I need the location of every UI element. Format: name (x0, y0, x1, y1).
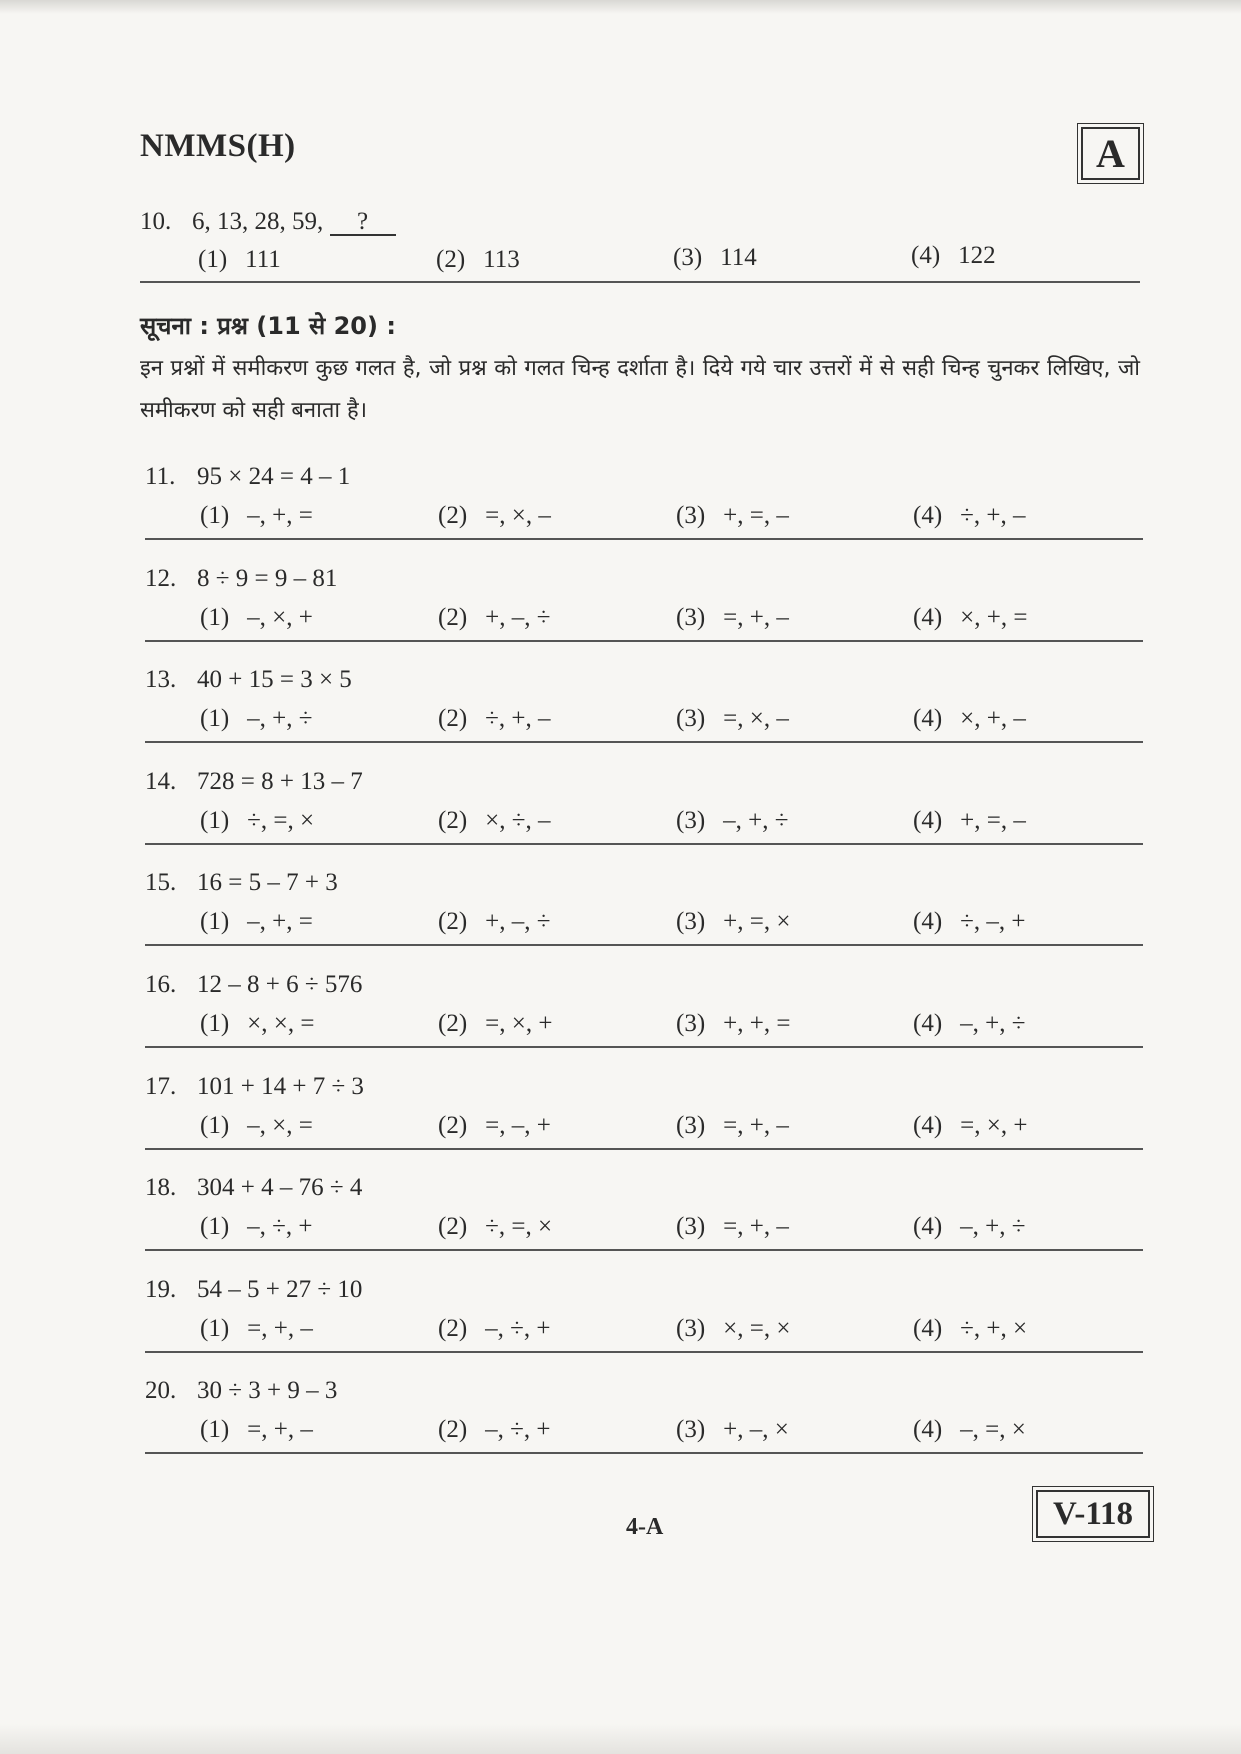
option-3[interactable]: (3) +, –, × (676, 1416, 789, 1443)
sequence-text: 6, 13, 28, 59, (192, 208, 324, 235)
option-1[interactable]: (1) ×, ×, = (200, 1010, 315, 1037)
option-1[interactable]: (1) –, ×, + (200, 604, 313, 631)
divider (145, 538, 1143, 540)
scan-edge-bottom (0, 1724, 1241, 1754)
divider (145, 843, 1143, 845)
option-4[interactable]: (4) –, +, ÷ (913, 1213, 1026, 1240)
question-number: 14. (145, 768, 177, 795)
divider (145, 1351, 1143, 1353)
divider (145, 1148, 1143, 1150)
option-2[interactable]: (2) +, –, ÷ (438, 908, 551, 935)
option-1[interactable]: (1) –, ÷, + (200, 1213, 313, 1240)
option-4[interactable]: (4) –, =, × (913, 1416, 1026, 1443)
option-3[interactable]: (3) +, +, = (676, 1010, 791, 1037)
option-3[interactable]: (3) ×, =, × (676, 1315, 791, 1342)
question-number: 11. (145, 463, 176, 490)
option-2[interactable]: (2) ÷, =, × (438, 1213, 553, 1240)
divider (145, 741, 1143, 743)
equation-text: 30 ÷ 3 + 9 – 3 (197, 1377, 338, 1404)
option-4[interactable]: (4) +, =, – (913, 807, 1026, 834)
option-2[interactable]: (2) =, ×, + (438, 1010, 553, 1037)
question-stem (145, 1276, 362, 1304)
option-3[interactable]: (3) +, =, × (676, 908, 791, 935)
question-stem (145, 463, 350, 491)
question-number: 12. (145, 565, 177, 592)
question-stem (145, 1073, 364, 1101)
question-number: 17. (145, 1073, 177, 1100)
option-4[interactable]: (4) ÷, –, + (913, 908, 1026, 935)
divider (145, 1249, 1143, 1251)
scan-edge-top (0, 0, 1241, 14)
option-1[interactable]: (1) –, +, ÷ (200, 705, 313, 732)
option-2[interactable]: (2) ÷, +, – (438, 705, 551, 732)
divider (145, 1452, 1143, 1454)
option-4[interactable]: (4) –, +, ÷ (913, 1010, 1026, 1037)
option-3[interactable]: (3) =, +, – (676, 604, 789, 631)
option-1[interactable]: (1) ÷, =, × (200, 807, 315, 834)
question-stem (145, 869, 338, 897)
question-stem (140, 208, 396, 236)
option-4[interactable]: (4) ×, +, = (913, 604, 1028, 631)
option-2[interactable]: (2) –, ÷, + (438, 1416, 551, 1443)
equation-text: 8 ÷ 9 = 9 – 81 (197, 565, 338, 592)
paper-code-box: V-118 (1036, 1490, 1150, 1538)
option-3[interactable]: (3) =, +, – (676, 1213, 789, 1240)
equation-text: 304 + 4 – 76 ÷ 4 (197, 1174, 363, 1201)
equation-text: 16 = 5 – 7 + 3 (197, 869, 338, 896)
question-stem (145, 1174, 362, 1202)
question-stem (145, 768, 363, 796)
equation-text: 12 – 8 + 6 ÷ 576 (197, 971, 363, 998)
question-stem (145, 565, 337, 593)
question-stem (145, 1377, 337, 1405)
set-label-box: A (1081, 127, 1140, 180)
option-1[interactable]: (1) –, +, = (200, 908, 313, 935)
equation-text: 40 + 15 = 3 × 5 (197, 666, 352, 693)
question-number: 10. (140, 208, 172, 235)
notice-title: सूचना : प्रश्न (11 से 20) : (140, 312, 396, 340)
option-2[interactable]: (2) =, ×, – (438, 502, 551, 529)
page-number: 4-A (626, 1514, 664, 1540)
option-2[interactable]: (2) =, –, + (438, 1112, 551, 1139)
option-1[interactable]: (1) –, +, = (200, 502, 313, 529)
question-stem (145, 971, 362, 999)
answer-blank: ? (330, 210, 396, 236)
option-4[interactable]: (4) =, ×, + (913, 1112, 1028, 1139)
option-3[interactable]: (3) =, ×, – (676, 705, 789, 732)
option-1[interactable]: (1) 111 (198, 246, 281, 273)
equation-text: 54 – 5 + 27 ÷ 10 (197, 1276, 363, 1303)
question-number: 15. (145, 869, 177, 896)
divider (140, 281, 1140, 283)
option-3[interactable]: (3) –, +, ÷ (676, 807, 789, 834)
exam-code: NMMS(H) (140, 128, 296, 164)
divider (145, 640, 1143, 642)
option-1[interactable]: (1) –, ×, = (200, 1112, 313, 1139)
option-1[interactable]: (1) =, +, – (200, 1315, 313, 1342)
equation-text: 101 + 14 + 7 ÷ 3 (197, 1073, 364, 1100)
option-4[interactable]: (4) ×, +, – (913, 705, 1026, 732)
question-number: 18. (145, 1174, 177, 1201)
option-4[interactable]: (4) ÷, +, × (913, 1315, 1028, 1342)
option-1[interactable]: (1) =, +, – (200, 1416, 313, 1443)
option-3[interactable]: (3) 114 (673, 244, 757, 271)
divider (145, 944, 1143, 946)
option-2[interactable]: (2) 113 (436, 246, 520, 273)
option-4[interactable]: (4) 122 (911, 242, 996, 269)
question-number: 19. (145, 1276, 177, 1303)
notice-body: इन प्रश्नों में समीकरण कुछ गलत है, जो प्रश्न को गलत चिन्ह दर्शाता है। दिये गये चार उत्तरों में से सही चिन्ह चुनकर लिखिए, जो समीकरण को सही बनाता है। (140, 356, 1140, 423)
divider (145, 1046, 1143, 1048)
option-4[interactable]: (4) ÷, +, – (913, 502, 1026, 529)
equation-text: 95 × 24 = 4 – 1 (197, 463, 351, 490)
question-number: 16. (145, 971, 177, 998)
question-stem (145, 666, 352, 694)
question-number: 20. (145, 1377, 177, 1404)
option-2[interactable]: (2) –, ÷, + (438, 1315, 551, 1342)
option-3[interactable]: (3) =, +, – (676, 1112, 789, 1139)
option-3[interactable]: (3) +, =, – (676, 502, 789, 529)
question-number: 13. (145, 666, 177, 693)
equation-text: 728 = 8 + 13 – 7 (197, 768, 363, 795)
option-2[interactable]: (2) +, –, ÷ (438, 604, 551, 631)
option-2[interactable]: (2) ×, ÷, – (438, 807, 551, 834)
